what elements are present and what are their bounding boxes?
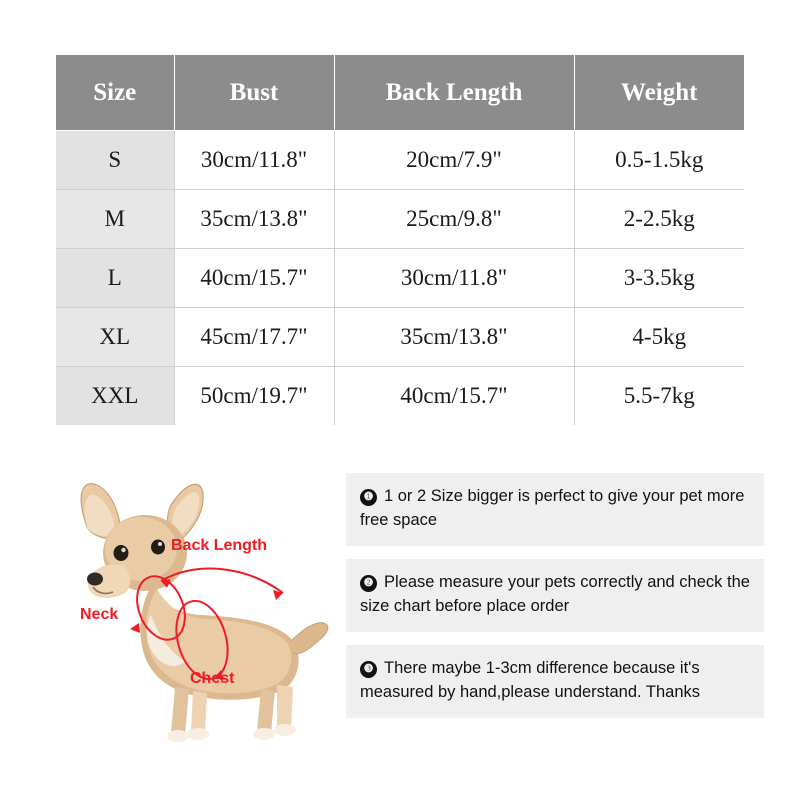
note-number-icon: ❷ <box>360 575 377 592</box>
note-item-2 <box>346 559 764 632</box>
cell-bust: 35cm/13.8" <box>174 190 334 249</box>
measurement-guide-section <box>0 455 800 755</box>
cell-size: XXL <box>56 367 174 426</box>
note-item-3 <box>346 645 764 718</box>
label-back-length: Back Length <box>171 537 268 554</box>
dog-measurement-diagram <box>35 465 335 755</box>
note-text: Please measure your pets correctly and check the size chart before place order <box>360 572 750 615</box>
cell-weight: 3-3.5kg <box>574 249 744 308</box>
note-item-1 <box>346 473 764 546</box>
cell-back-length: 35cm/13.8" <box>334 308 574 367</box>
cell-bust: 45cm/17.7" <box>174 308 334 367</box>
column-header-size: Size <box>56 55 174 131</box>
note-text: 1 or 2 Size bigger is perfect to give your pet more free space <box>360 487 745 529</box>
table-row <box>56 308 744 367</box>
column-header-bust: Bust <box>174 55 334 131</box>
cell-size: XL <box>56 308 174 367</box>
table-row <box>56 131 744 190</box>
cell-back-length: 30cm/11.8" <box>334 249 574 308</box>
cell-weight: 5.5-7kg <box>574 367 744 426</box>
cell-back-length: 25cm/9.8" <box>334 190 574 249</box>
cell-size: M <box>56 190 174 249</box>
table-header-row <box>56 55 744 131</box>
table-row <box>56 190 744 249</box>
cell-size: S <box>56 131 174 190</box>
cell-weight: 4-5kg <box>574 308 744 367</box>
cell-bust: 40cm/15.7" <box>174 249 334 308</box>
column-header-back-length: Back Length <box>334 55 574 131</box>
note-number-icon: ❶ <box>360 489 377 506</box>
table-row <box>56 249 744 308</box>
size-chart-table <box>56 55 744 425</box>
cell-bust: 30cm/11.8" <box>174 131 334 190</box>
label-chest: Chest <box>190 670 235 687</box>
cell-weight: 0.5-1.5kg <box>574 131 744 190</box>
table-row <box>56 367 744 426</box>
cell-size: L <box>56 249 174 308</box>
cell-bust: 50cm/19.7" <box>174 367 334 426</box>
column-header-weight: Weight <box>574 55 744 131</box>
label-neck: Neck <box>80 606 119 623</box>
note-number-icon: ❸ <box>360 661 377 678</box>
notes-list <box>346 473 764 731</box>
cell-back-length: 40cm/15.7" <box>334 367 574 426</box>
note-text: There maybe 1-3cm difference because it's measured by hand,please understand. Thanks <box>360 658 701 701</box>
back-length-arrow <box>161 569 283 594</box>
cell-back-length: 20cm/7.9" <box>334 131 574 190</box>
cell-weight: 2-2.5kg <box>574 190 744 249</box>
